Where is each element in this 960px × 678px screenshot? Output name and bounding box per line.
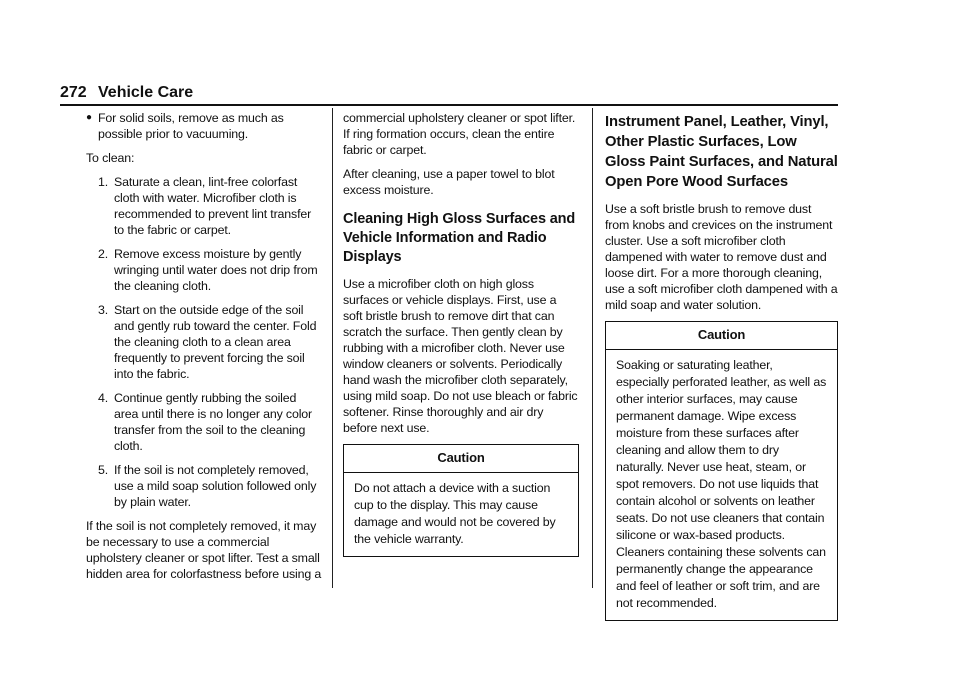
caution-title: Caution bbox=[606, 322, 837, 350]
step-text: Saturate a clean, lint-free colorfast cloth with water. Microfiber cloth is recommended to prevent lint transfer to the fabric or carpet. bbox=[114, 175, 312, 237]
column-3 bbox=[605, 110, 838, 621]
section-heading: Instrument Panel, Leather, Vinyl, Other Plastic Surfaces, Low Gloss Paint Surfaces, and Natural Open Pore Wood Surfaces bbox=[605, 114, 838, 190]
bullet-text: For solid soils, remove as much as possible prior to vacuuming. bbox=[98, 111, 284, 141]
page-header bbox=[60, 84, 838, 104]
column-divider-1 bbox=[332, 108, 333, 588]
cleaning-steps bbox=[86, 174, 322, 510]
bullet-icon: ● bbox=[86, 112, 92, 123]
caution-title: Caution bbox=[344, 445, 578, 473]
step-number: 5. bbox=[97, 463, 108, 477]
paragraph: Use a microfiber cloth on high gloss surfaces or vehicle displays. First, use a soft bristle brush to remove dirt that can scratch the surface. Then gently clean by rubbing with a microfiber cloth. Never use window cleaners or solvents. Periodically hand wash the microfiber cloth separately, using mild soap. Do not use bleach or fabric softener. Rinse thoroughly and air dry before next use. bbox=[343, 277, 578, 435]
caution-text: Soaking or saturating leather, especially perforated leather, as well as other interior surfaces, may cause permanent damage. Wipe excess moisture from these surfaces after cleaning and allow them to dry naturally. Never use heat, steam, or spot removers. Do not use liquids that contain alcohol or solvents on leather seats. Do not use cleaners that contain silicone or wax-based products. Cleaners containing these solvents can permanently change the appearance and feel of leather or soft trim, and are not recommended. bbox=[616, 358, 827, 610]
section-title: Vehicle Care bbox=[98, 84, 194, 101]
closing-paragraph: If the soil is not completely removed, it may be necessary to use a commercial upholstery cleaner or spot lifter. Test a small hidden area for colorfastness before using a bbox=[86, 519, 322, 581]
step-number: 3. bbox=[97, 303, 108, 317]
step-item bbox=[86, 390, 322, 454]
paragraph: commercial upholstery cleaner or spot lifter. If ring formation occurs, clean the entire fabric or carpet. bbox=[343, 111, 576, 157]
paragraph: After cleaning, use a paper towel to blot excess moisture. bbox=[343, 167, 555, 197]
paragraph: Use a soft bristle brush to remove dust from knobs and crevices on the instrument cluster. Use a soft microfiber cloth dampened with water to remove dust and loose dirt. For a more thorough cleaning, use a soft microfiber cloth dampened with a mild soap and water solution. bbox=[605, 202, 838, 312]
step-item bbox=[86, 462, 322, 510]
page-number: 272 bbox=[60, 84, 87, 101]
step-number: 2. bbox=[97, 247, 108, 261]
section-heading: Cleaning High Gloss Surfaces and Vehicle Information and Radio Displays bbox=[343, 211, 576, 265]
caution-box bbox=[605, 321, 838, 621]
step-text: If the soil is not completely removed, use a mild soap solution followed only by plain water. bbox=[114, 463, 317, 509]
step-number: 1. bbox=[97, 175, 108, 189]
step-text: Remove excess moisture by gently wringing until water does not drip from the cleaning cloth. bbox=[114, 247, 318, 293]
header-rule bbox=[60, 104, 838, 106]
step-number: 4. bbox=[97, 391, 108, 405]
step-item bbox=[86, 246, 322, 294]
step-text: Start on the outside edge of the soil and gently rub toward the center. Fold the cleaning cloth to a clean area frequently to prevent forcing the soil into the fabric. bbox=[114, 303, 317, 381]
column-1 bbox=[86, 110, 322, 590]
column-divider-2 bbox=[592, 108, 593, 588]
step-item bbox=[86, 174, 322, 238]
step-text: Continue gently rubbing the soiled area until there is no longer any color transfer from the soil to the cleaning cloth. bbox=[114, 391, 313, 453]
to-clean-label: To clean: bbox=[86, 151, 135, 165]
bullet-item bbox=[86, 110, 322, 142]
step-item bbox=[86, 302, 322, 382]
caution-box bbox=[343, 444, 579, 557]
column-2 bbox=[343, 110, 579, 557]
caution-text: Do not attach a device with a suction cup to the display. This may cause damage and would not be covered by the vehicle warranty. bbox=[354, 481, 556, 546]
